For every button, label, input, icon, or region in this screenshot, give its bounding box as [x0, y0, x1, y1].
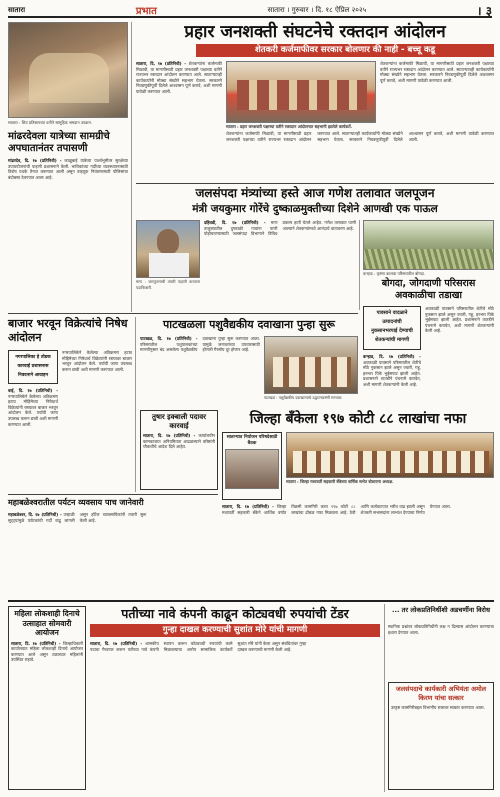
boring-highlight-box	[363, 306, 421, 350]
patkhal-dateline: पाटखळ, दि. १७ (प्रतिनिधी) -	[140, 336, 198, 341]
lead-body-col3	[380, 61, 494, 123]
lead-text-lower: शेतकऱ्यांना कर्जमाफी मिळावी, या मागणीसाठी प्रहार जनशक्ती पक्षाच्या वतीने राज्यभर रक्तदान आंदोलन करण्यात आले. साताऱ्यातही कार्यकर्त्यांनी मोठ्या संख्येने सहभाग घेतला. सरकारने निवडणुकीपूर्वी दिलेले आश्वासन पूर्ण करावे, अशी मागणी यावेळी करण्यात आली.	[226, 131, 494, 142]
column-rule	[135, 317, 136, 492]
women-text: जिल्हाधिकारी कार्यालयात महिला लोकशाही दिनाचे आयोजन करण्यात आले असून तक्रारदार महिलांनी उपस्थित राहावे.	[11, 640, 83, 663]
tender-headline: पतीच्या नावे कंपनी काढून कोट्यवधी रुपयांची टेंडर	[121, 606, 349, 621]
bank-inset-caption: साताऱ्यात नियोजन परिषदेसाठी बैठक	[226, 435, 278, 446]
boring-box-line: उत्पादनांची	[382, 319, 402, 325]
jalpujan-headline: जलसंपदा मंत्र्यांच्या हस्ते आज गणेश तलावात जलपूजन	[195, 186, 435, 200]
tushar-text: कार्यालयीन कामकाजात अनियमितता आढळल्याने वरिष्ठांनी चौकशीचे आदेश दिले आहेत.	[143, 433, 215, 450]
jalsampada-body	[391, 705, 491, 775]
boring-box-line: नुकसानभरपाई देण्याची	[371, 328, 413, 334]
women-headline: महिला लोकशाही दिनाचे उत्साहात सोमवारी आयोजन	[14, 609, 80, 637]
mahabal-headline: महाबळेश्वरातील पर्यटन व्यवसाय पाच जानेवारी	[8, 498, 144, 507]
ticker-body	[388, 624, 494, 678]
women-dateline: सातारा, दि. १७ (प्रतिनिधी) -	[11, 640, 61, 646]
boring-dateline: कऱ्हाड, दि. १७ (प्रतिनिधी) -	[363, 354, 421, 359]
bank-inset-photo	[225, 449, 279, 489]
jalpujan-body	[204, 220, 356, 310]
ticker-text: स्थानिक प्रश्नांवर लोकप्रतिनिधींनी लक्ष न दिल्यास आंदोलन करण्याचा इशारा देण्यात आला.	[388, 624, 494, 635]
bank-text: जिल्हा मध्यवर्ती सहकारी बँकेने आर्थिक वर्षात विक्रमी कामगिरी करत १९७ कोटी ८८ लाखांचा ढोबळ नफा मिळवला आहे. ठेवी आणि कर्जवाटपात भरीव वाढ झाली असून शेतकरी सभासदांना लाभांश देण्याचा निर्णय घेण्यात आला.	[222, 504, 451, 515]
bazar-body-col2	[62, 350, 132, 488]
mahabal-dateline: महाबळेश्वर, दि. १७ (प्रतिनिधी) -	[8, 512, 62, 517]
section-divider	[8, 600, 494, 602]
boring-headline: बोगदा, जोगदाणी परिसरास अवकाळीचा तडाखा	[381, 278, 476, 301]
boring-box-line: पावसाने वादळाने	[376, 310, 408, 316]
column-rule	[359, 220, 360, 310]
jalsampada-box	[388, 682, 494, 790]
left-story-photo	[8, 22, 128, 118]
lead-text: शेतकऱ्यांना कर्जमाफी मिळावी, या मागणीसाठी प्रहार जनशक्ती पक्षाच्या वतीने राज्यभर रक्तदान आंदोलन करण्यात आले. साताऱ्यातही कार्यकर्त्यांनी मोठ्या संख्येने सहभाग घेतला. सरकारने निवडणुकीपूर्वी दिलेले आश्वासन पूर्ण करावे, अशी मागणी यावेळी करण्यात आली.	[136, 61, 222, 94]
lead-body-lower	[226, 131, 494, 161]
column-rule	[384, 604, 385, 792]
bank-headline: जिल्हा बँकेला १९७ कोटी ८८ लाखांचा नफा	[249, 411, 467, 427]
bazar-text-continued: नगरपालिकेने केलेल्या अतिक्रमण हटाव मोहिमेच्या निषेधार्थ विक्रेत्यांनी रस्त्यावर बाजार भरवून आंदोलन केले. पर्यायी जागा उपलब्ध करून द्यावी अशी मागणी करण्यात आली.	[62, 350, 132, 372]
bazar-highlight-box	[8, 350, 58, 384]
tushar-box	[140, 410, 218, 490]
column-rule	[131, 22, 132, 312]
section-divider	[8, 494, 218, 495]
patkhal-text: परिसरातील पशुपालकांच्या मागणीनुसार बंद असलेला पशुवैद्यकीय दवाखाना पुन्हा सुरू करण्यात आला. यामुळे जनावरांच्या उपचारासाठी होणारी गैरसोय दूर होणार आहे.	[140, 336, 260, 353]
bank-body	[222, 504, 494, 584]
left-story-dateline: मांढरदेव, दि. १७ (प्रतिनिधी) -	[8, 158, 62, 163]
bazar-headline: बाजार भरवून विक्रेत्यांचे निषेध आंदोलन	[8, 317, 128, 344]
patkhal-caption: पाटखळ : पशुवैद्यकीय दवाखान्याचे उद्घाटनप्रसंगी मान्यवर.	[264, 395, 343, 400]
boring-caption: कऱ्हाड : कृष्णा कालवा परिसरातील बोगदा.	[363, 271, 426, 276]
jalpujan-caption: माण : जलपूजनाची तयारी पाहणी करताना पदाधिकारी.	[136, 279, 200, 290]
lead-body	[136, 61, 222, 181]
jalpujan-text: माण तालुक्यातील दुष्काळी गावांना पाणी पोहोचवण्यासाठी जलसंपदा विभागाने विविध प्रकल्प हाती घेतले आहेत. गणेश तलावात पाणी आल्याने शेतकऱ्यांमध्ये आनंदाचे वातावरण आहे.	[204, 220, 356, 237]
bank-dateline: सातारा, दि. १७ (प्रतिनिधी) -	[222, 504, 274, 509]
masthead-dateline: सातारा । गुरुवार । दि. १८ ऐप्रिल २०२५	[267, 5, 367, 14]
lead-photo-caption: सातारा : प्रहार जनशक्ती पक्षाच्या वतीने रक्तदान आंदोलनात सहभागी झालेले कार्यकर्ते.	[226, 124, 353, 129]
left-story-body	[8, 158, 128, 308]
lead-photo	[226, 61, 376, 123]
masthead	[8, 4, 492, 18]
jalpujan-subheadline: मंत्री जयकुमार गोरेंचे दुष्काळमुक्तीच्या दिशेने आणखी एक पाऊल	[192, 203, 438, 215]
tushar-headline: तुषार इक्बाली पदावर कारवाई	[152, 413, 206, 430]
bazar-box-line: निवदनाने आवाहन	[17, 373, 49, 378]
lead-headline: प्रहार जनशक्ती संघटनेचे रक्तदान आंदोलन	[184, 22, 446, 42]
lead-subheadline: शेतकरी कर्जमाफीवर सरकार बोलणार की नाही - बच्चू कडू	[196, 44, 494, 57]
newspaper-logo: प्रभात	[135, 6, 157, 17]
lead-text-continued: शेतकऱ्यांना कर्जमाफी मिळावी, या मागणीसाठी प्रहार जनशक्ती पक्षाच्या वतीने राज्यभर रक्तदान आंदोलन करण्यात आले. साताऱ्यातही कार्यकर्त्यांनी मोठ्या संख्येने सहभाग घेतला. सरकारने निवडणुकीपूर्वी दिलेले आश्वासन पूर्ण करावे, अशी मागणी यावेळी करण्यात आली.	[380, 61, 494, 83]
boring-box-line: शेतकऱ्यांची मागणी	[374, 337, 410, 343]
section-label: सातारा	[8, 5, 26, 14]
bazar-body	[8, 388, 58, 488]
left-story-headline: मांढरदेवला यात्रेच्या सामग्रीचे अपघातानंतर तपासणी	[8, 131, 110, 154]
women-body	[11, 641, 83, 787]
boring-text-continued: अवकाळी पावसाने परिसरातील शेतीचे मोठे नुकसान झाले असून ज्वारी, गहू, हरभरा पिके भुईसपाट झाली आहेत. प्रशासनाने तातडीने पंचनामे करावेत, अशी मागणी शेतकऱ्यांनी केली आहे.	[425, 306, 494, 334]
mahabal-text: उन्हाळी सुट्ट्यांमुळे पर्यटकांची गर्दी वाढू लागली असून हॉटेल व्यावसायिकांनी तयारी सुरू केली आहे.	[8, 512, 147, 523]
patkhal-body	[140, 336, 260, 406]
bank-inset	[222, 432, 282, 500]
patkhal-headline: पाटखळला पशुवैद्यकीय दवाखाना पुन्हा सुरू	[163, 318, 335, 331]
bazar-dateline: वाई, दि. १७ (प्रतिनिधी) -	[8, 388, 58, 393]
section-divider	[8, 313, 358, 314]
tushar-dateline: सातारा, दि. १७ (प्रतिनिधी) -	[143, 433, 196, 438]
women-box	[8, 606, 86, 790]
bank-caption: सातारा : जिल्हा मध्यवर्ती सहकारी बँकेच्या वार्षिक सभेत बोलताना अध्यक्ष.	[286, 479, 394, 484]
tender-body	[90, 641, 380, 791]
tushar-body	[143, 433, 215, 489]
boring-photo	[363, 220, 494, 270]
ticker-headline: ... तर लोकप्रतिनिधींशी अडचणींना विरोध	[392, 606, 490, 614]
left-story-text: काळूबाई यात्रेच्या पार्श्वभूमीवर सुरक्षेच्या उपाययोजनांची पाहणी प्रशासनाने केली. भाविकांच्या गर्दीच्या व्यवस्थापनासाठी विशेष पथके तैनात करण्यात आली असून वाहतूक नियंत्रणासाठी पोलिसांचा बंदोबस्त ठेवण्यात आला आहे.	[8, 158, 128, 180]
lead-dateline: सातारा, दि. १७ (प्रतिनिधी) -	[136, 61, 187, 66]
bank-photo	[286, 432, 494, 478]
tender-dateline: सातारा, दि. १७ (प्रतिनिधी) -	[90, 641, 143, 646]
boring-text: अवकाळी पावसाने परिसरातील शेतीचे मोठे नुकसान झाले असून ज्वारी, गहू, हरभरा पिके भुईसपाट झाली आहेत. प्रशासनाने तातडीने पंचनामे करावेत, अशी मागणी शेतकऱ्यांनी केली आहे.	[363, 359, 421, 387]
bazar-box-line: नगरपालिका हे तोडक	[15, 355, 51, 360]
left-story-caption: सातारा : शिव प्रतिष्ठानच्या वतीने सामूहिक श्रमदान उपक्रम.	[8, 120, 93, 125]
section-divider	[136, 183, 494, 184]
page-number: । ३	[477, 3, 492, 18]
jalpujan-photo	[136, 220, 200, 278]
jalpujan-dateline: दहिवडी, दि. १७ (प्रतिनिधी) -	[204, 220, 266, 225]
jalsampada-text: उत्कृष्ट कामगिरीबद्दल विभागीय स्तरावर सत्कार करण्यात आला.	[391, 705, 485, 710]
tender-text: शासकीय पदाचा गैरवापर करून पतीच्या नावे कंपनी स्थापन करून कोट्यवधी रुपयांची कामे मिळवल्याचा आरोप सामाजिक कार्यकर्ते सुशांत मोरे यांनी केला असून संबंधितांवर गुन्हा दाखल करण्याची मागणी केली आहे.	[90, 641, 307, 652]
bazar-text: नगरपालिकेने केलेल्या अतिक्रमण हटाव मोहिमेच्या निषेधार्थ विक्रेत्यांनी रस्त्यावर बाजार भरवून आंदोलन केले. पर्यायी जागा उपलब्ध करून द्यावी अशी मागणी करण्यात आली.	[8, 393, 58, 427]
patkhal-photo	[264, 336, 358, 394]
jalsampada-headline: जलसंपदाचे कार्यकारी अभियंता अमोल किरण यांचा सत्कार	[395, 685, 487, 702]
mahabal-body	[8, 512, 218, 596]
tender-subheadline: गुन्हा दाखल करण्याची सुशांत मोरे यांची मागणी	[90, 624, 380, 637]
bazar-box-line: कारवाई प्रशासनास	[17, 364, 49, 369]
